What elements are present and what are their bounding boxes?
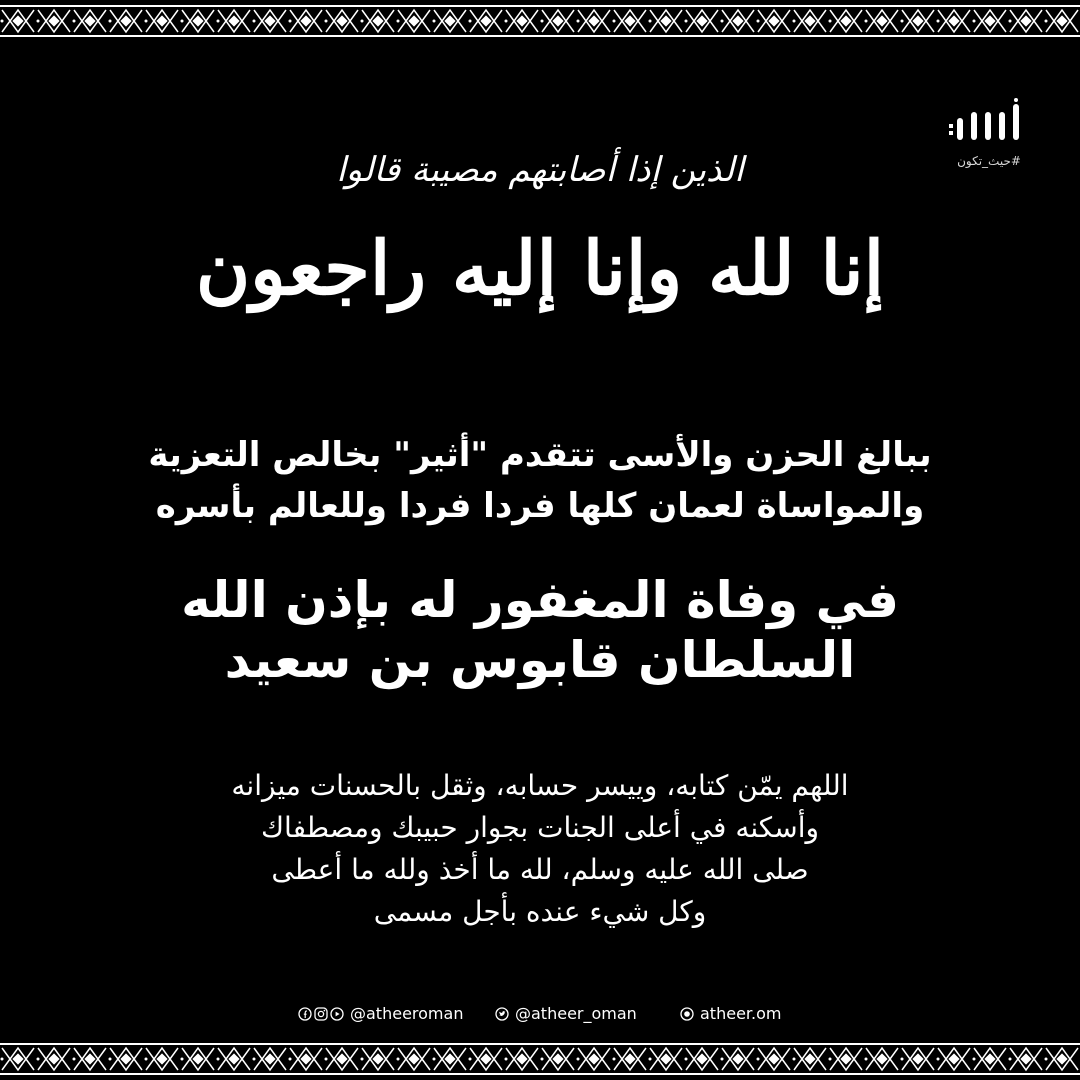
social-link-website[interactable] xyxy=(680,1004,781,1023)
social-handle: @atheer_oman xyxy=(515,1004,637,1023)
prayer-line: صلى الله عليه وسلم، لله ما أخذ ولله ما أعطى xyxy=(271,853,809,886)
condolence-line: والمواساة لعمان كلها فردا فردا وللعالم بأسره xyxy=(155,486,925,526)
condolence-message xyxy=(100,430,980,532)
condolence-line: ببالغ الحزن والأسى تتقدم "أثير" بخالص التعزية xyxy=(148,435,932,475)
prayer-text xyxy=(100,765,980,933)
verse-calligraphy: إنا لله وإنا إليه راجعون xyxy=(195,226,885,312)
verse-intro: الذين إذا أصابتهم مصيبة قالوا xyxy=(336,150,744,190)
prayer-line: وكل شيء عنده بأجل مسمى xyxy=(373,895,707,928)
social-links xyxy=(0,1004,1080,1034)
social-link-atheeroman[interactable] xyxy=(298,1004,463,1023)
social-handle: atheer.om xyxy=(700,1004,782,1023)
bottom-decorative-border xyxy=(0,1038,1080,1080)
deceased-line: في وفاة المغفور له بإذن الله xyxy=(181,571,899,629)
youtube-icon xyxy=(330,1007,344,1021)
deceased-name: السلطان قابوس بن سعيد xyxy=(224,631,856,689)
deceased-announcement xyxy=(100,570,980,690)
brand-tagline: #حيث_تكون xyxy=(957,154,1021,168)
instagram-icon xyxy=(314,1007,328,1021)
web-icon xyxy=(680,1007,694,1021)
twitter-icon xyxy=(495,1007,509,1021)
social-handle: @atheeroman xyxy=(350,1004,464,1023)
social-link-atheer-oman[interactable] xyxy=(495,1004,637,1023)
atheer-logo-icon xyxy=(949,98,1029,148)
top-decorative-border xyxy=(0,0,1080,42)
prayer-line: اللهم يمّن كتابه، وييسر حسابه، وثقل بالحسنات ميزانه xyxy=(231,769,849,802)
prayer-line: وأسكنه في أعلى الجنات بجوار حبيبك ومصطفاك xyxy=(260,811,820,844)
facebook-icon xyxy=(298,1007,312,1021)
